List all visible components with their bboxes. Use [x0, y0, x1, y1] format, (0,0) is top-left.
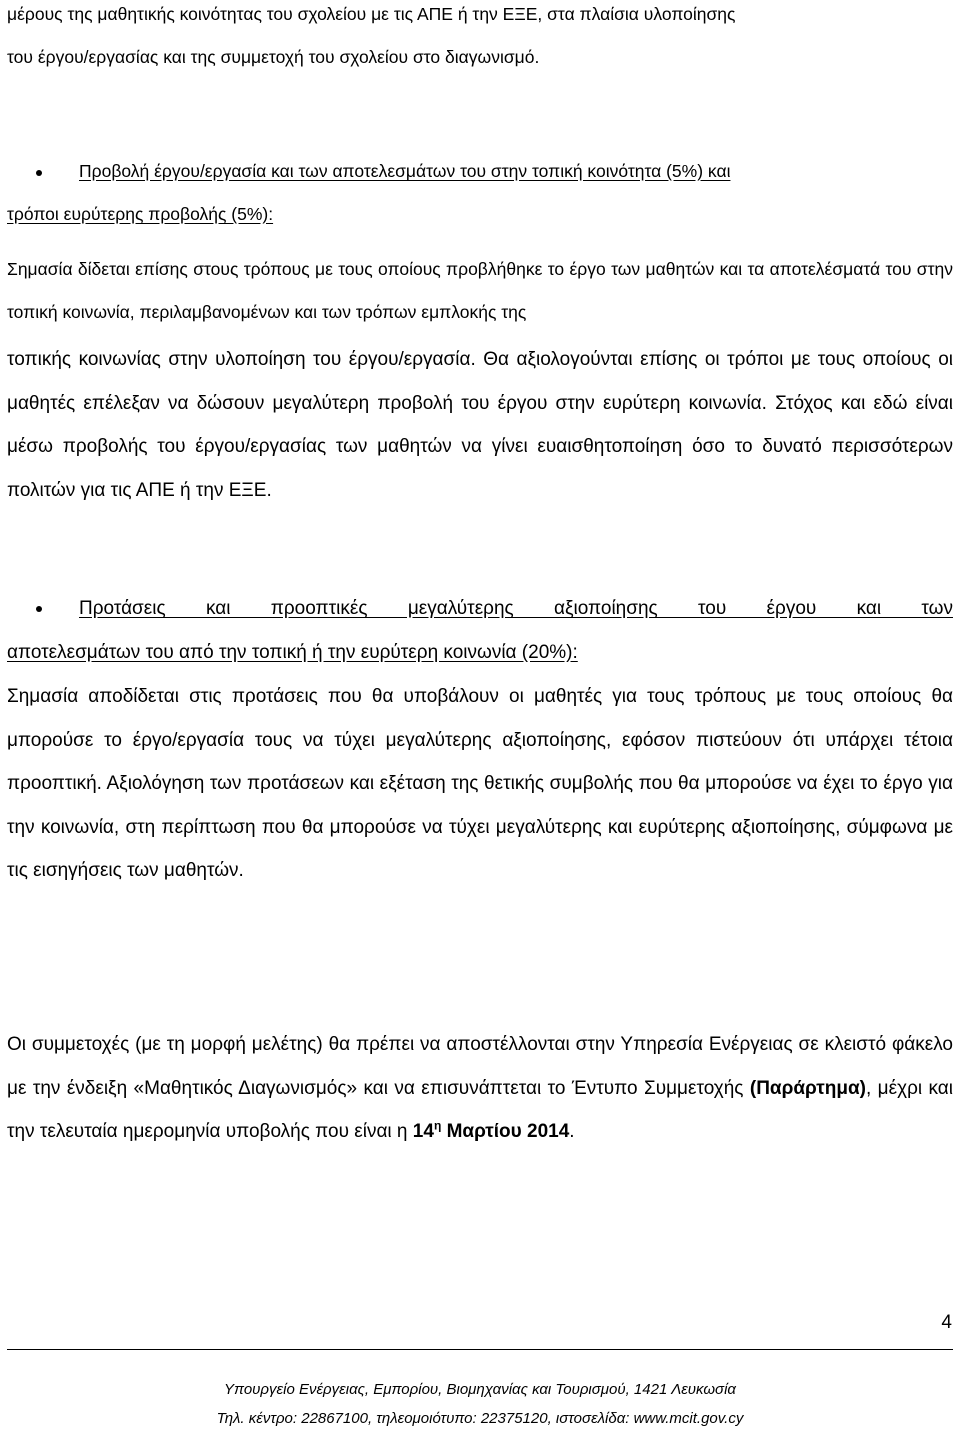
intro-paragraph	[7, 0, 953, 79]
criterion-proposals-heading	[7, 587, 953, 674]
footer-address: Υπουργείο Ενέργειας, Εμπορίου, Βιομηχανίας και Τουρισμού, 1421 Λευκωσία	[224, 1381, 736, 1398]
submission-text-end: .	[569, 1121, 575, 1142]
submission-text-before: Οι συμμετοχές (με τη μορφή μελέτης) θα πρέπει να αποστέλλονται στην Υπηρεσία Ενέργειας σε κλειστό φάκελο με την ένδειξη «Μαθητικός Διαγωνισμός» και να επισυνάπτεται το Έντυπο Συμμετοχής	[7, 1034, 953, 1099]
submission-text-middle: , μέχρι και την τελευταία ημερομηνία υποβολής που είναι η	[7, 1077, 953, 1142]
page-number: 4	[941, 1312, 952, 1333]
deadline-month: Μαρτίου 2014	[446, 1121, 570, 1142]
intro-line-1: μέρους της μαθητικής κοινότητας του σχολείου με τις ΑΠΕ ή την ΕΞΕ, στα πλαίσια υλοποίησης	[7, 4, 736, 24]
criterion-proposals-body	[7, 675, 953, 893]
criterion-promotion-heading	[7, 150, 953, 236]
footer-divider	[7, 1349, 953, 1350]
deadline-day: 14	[412, 1121, 434, 1142]
criterion-promotion-heading-line-1: Προβολή έργου/εργασία και των αποτελεσμάτων του στην τοπική κοινότητα (5%) και	[79, 161, 731, 181]
criterion-proposals-body-text: Σημασία αποδίδεται στις προτάσεις που θα υποβάλουν οι μαθητές για τους τρόπους με τους οποίους θα μπορούσε το έργο/εργασία τους να τύχει μεγαλύτερης αξιοποίησης, εφόσον πιστεύουν ότι υπάρχει τέτοια προοπτική. Αξιολόγηση των προτάσεων και εξέταση της θετικής συμβολής που θα μπορούσε να έχει το έργο για την κοινωνία, στη περίπτωση που θα μπορούσε να τύχει μεγαλύτερης και ευρύτερης αξιοποίησης, σύμφωνα με τις εισηγήσεις των μαθητών.	[7, 686, 953, 881]
criterion-promotion-body-part-1-text: Σημασία δίδεται επίσης στους τρόπους με τους οποίους προβλήθηκε το έργο των μαθητών και τα αποτελέσματά του στην τοπική κοινωνία, περιλαμβανομένων και των τρόπων εμπλοκής της	[7, 259, 953, 322]
footer-contact: Τηλ. κέντρο: 22867100, τηλεομοιότυπο: 22375120, ιστοσελίδα: www.mcit.gov.cy	[216, 1410, 744, 1427]
criterion-promotion-body-part-2-text: τοπικής κοινωνίας στην υλοποίηση του έργου/εργασία. Θα αξιολογούνται επίσης οι τρόποι με τους οποίους οι μαθητές επέλεξαν να δώσουν μεγαλύτερη προβολή του έργου στην ευρύτερη κοινωνία. Στόχος και εδώ είναι μέσω προβολής του έργου/εργασίας των μαθητών να γίνει ευαισθητοποίηση όσο το δυνατό περισσότερων πολιτών για τις ΑΠΕ ή την ΕΞΕ.	[7, 349, 953, 501]
criterion-promotion-body-part-2	[7, 338, 953, 512]
criterion-promotion-body-part-1	[7, 248, 953, 334]
criterion-proposals-heading-line-2: αποτελεσμάτων του από την τοπική ή την ευρύτερη κοινωνία (20%):	[7, 641, 578, 663]
criterion-promotion-heading-line-2: τρόποι ευρύτερης προβολής (5%):	[7, 204, 274, 224]
criterion-proposals-heading-line-1: Προτάσεις και προοπτικές μεγαλύτερης αξιοποίησης του έργου και των	[79, 598, 953, 619]
deadline-ordinal: η	[433, 1118, 442, 1133]
annex-label: (Παράρτημα)	[749, 1077, 866, 1099]
intro-line-2: του έργου/εργασίας και της συμμετοχή του σχολείου στο διαγωνισμό.	[7, 47, 540, 67]
submission-paragraph	[7, 1023, 953, 1154]
